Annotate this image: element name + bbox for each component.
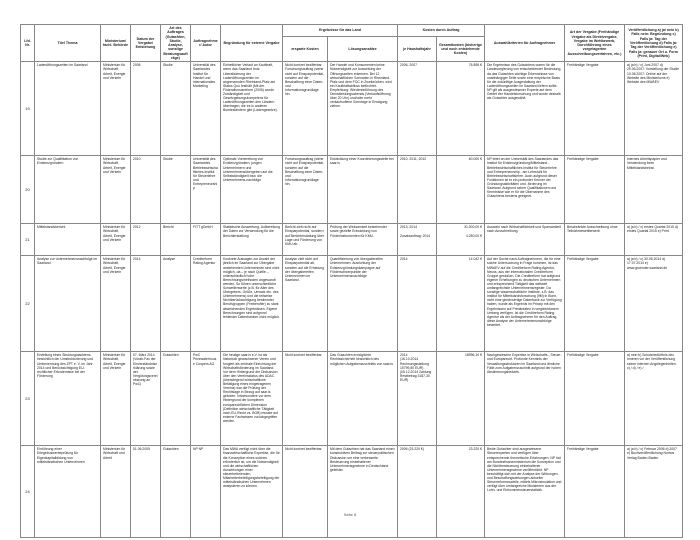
cell-gesamt: 76.898 € [437, 62, 485, 156]
header-datum: Datum der Vergabe/ Entstehung [131, 25, 161, 62]
cell-begruendung: Statistische Auswertung, Aufbereitung der Daten zur Verwendung für die Berichterstattung [221, 224, 283, 256]
cell-gesamt: 60.000 € [437, 156, 485, 224]
cell-ministerium: Ministerium für Wirtschaft, Arbeit, Energie und Verkehr [101, 156, 131, 224]
cell-datum: 2014 [131, 256, 161, 352]
cell-titel: Erstellung eines Strukturgutachtens hinsichtlich der Umstrukturierung und Umbenennung des ZPT e. V. im Jahr 2014 und Berücksichtigung EU-rechtlicher Erfordernisse bei der Förderung [35, 352, 101, 446]
cell-begruendung: Einheitlicher Verlauf an Kaufkraft, wenn das Saarland trotz Liberalisierung der Ladenöffnungszeiten im angrenzenden Rheinland-Pfalz am Status Quo festhält (Mit der Föderalismusreform (2006) wurde Zuständigkeit und Gesetzgebungskompetenz für Ladenöffnungszeiten den Ländern übertragen, die es in anderen Bundesländern gibt (Ladengesetze). [221, 62, 283, 156]
cell-vergabeart: Beschränkte Ausschreibung ohne Teilnahmewettbewerb [565, 224, 625, 256]
cell-art: Bericht [161, 224, 191, 256]
cell-haushalt: 2014 [398, 256, 437, 352]
cell-ersparte: Nicht konkret bezifferbar [283, 352, 328, 446]
cell-loesung: Quantifizierung von übergabereifen Unternehmen. Ausrichtung der Existenzgründungskampagne auf Förderschwerpunkte der Unternehmensnachfolge [328, 256, 398, 352]
cell-datum: 01.06.2005 [131, 446, 161, 538]
cell-begruendung: Konkrete Aussagen zur Anzahl der jährlich im Saarland zur Übergabe anstehenden Unternehmen sind nicht möglich, da – je nach Quelle – unterschiedlich hohe Berechnungsmethoden angewandt werden. So führen unterschiedliche Schwellenwerte (z.B. für Alter des Übergebers, Größe, Umsatz etc. des Unternehmens) und die teilweise Nichtberücksichtigung bestimmter Berufsgruppen (Freiberufler) zu stark abweichenden Ergebnissen. Eigene Berechnungen sind aufgrund fehlender Datenbanken nicht möglich. [221, 256, 283, 352]
cell-art: Gutachten [161, 446, 191, 538]
cell-ministerium: Ministerium für Wirtschaft und Arbeit [101, 446, 131, 538]
cell-art: Studie [161, 156, 191, 224]
cell-auftragnehmer: PwC Pricewaterhouse Coopers AG [191, 352, 221, 446]
header-nr: Lfd. Nr. [21, 25, 35, 62]
cell-auswahl: Auswahl nach Wirtschaftlichkeit und Sparsamkeit nach Ausschreibung. [485, 224, 565, 256]
cell-ministerium: Ministerium für Wirtschaft, Arbeit, Energie und Verkehr [101, 224, 131, 256]
cell-art: Analyse [161, 256, 191, 352]
cell-nr: 20 [21, 156, 35, 224]
header-veroeffentlichung: Veröffentlichung a) ja/ nein b) Falls nein: Begründung c) Falls ja: Tag der Veröffentlichung d) Falls ja: Tag der Veröffentlichung e) Falls ja: genauer Ort u. Form (Print, Digital/Web) [625, 25, 683, 62]
cell-datum: 2012 [131, 224, 161, 256]
cell-vergabeart: Freihändige Vergabe [565, 62, 625, 156]
table-row [21, 256, 683, 352]
header-ergebnisse: Ergebnisse für das Land [283, 25, 398, 37]
cell-haushalt: 2010, 2011, 2012 [398, 156, 437, 224]
cell-veroeffentlichung: a) ja b) / c) Juni 2007 d) 29.06.2007: Vorstellung der Studie 10.08.2007: Online auf der Website des Ministeriums e) Website des MWAEV [625, 62, 683, 156]
cell-ministerium: Ministerium für Wirtschaft, Arbeit, Energie und Verkehr [101, 256, 131, 352]
cell-gesamt: 14.042 € [437, 256, 485, 352]
cell-haushalt: 2006 (23.220 €) [398, 446, 437, 538]
cell-nr: 19 [21, 62, 35, 156]
cell-veroeffentlichung: a) ja b) / c) Februar 2006 d) 2007 e) Buchveröffentlichung Nomos Verlag Baden-Baden [625, 446, 683, 538]
cell-art: Gutachten [161, 352, 191, 446]
cell-gesamt: 31.000,00 € 4.280,00 € [437, 224, 485, 256]
cell-ersparte: Bericht zielt nicht auf Einsparpotential, sondern auf Berichterstattung über Lage und Förderung von KMU ab. [283, 224, 328, 256]
cell-auftragnehmer: NP NP [191, 446, 221, 538]
header-auftragnehmer: Auftragnehmer/ Autor [191, 25, 221, 62]
header-haushalt: je Haushaltsjahr [398, 36, 437, 62]
cell-auswahl: Nachgewiesene Expertise in Wirtschafts-, Steuer- und Europarecht. Profunde Kenntnis der Verwaltungsstrukturen im Saarland und ähnliche Fälle zum Aufgabenzuschnitt aufgrund der hohen Abstimmungsbedarfs. [485, 352, 565, 446]
cell-titel: Studie zur Qualifikation von Existenzgründern [35, 156, 101, 224]
table-row [21, 62, 683, 156]
cell-loesung: Mit dem Gutachten hat das Saarland einen konstruktiven Beitrag zur steuerpolitischen Diskussion um eine verbesserte Besteuerung einbehaltener Unternehmensgewinne in Deutschland geleistet. [328, 446, 398, 538]
cell-art: Studie [161, 62, 191, 156]
cell-ersparte: Forschungsauftrag (siehe nicht auf Einsparpotential, sondern auf die Beschaffung einer Daten- und Informationsgrundlage hin. [283, 156, 328, 224]
cell-begruendung: Optimale Vorbereitung von Existenzgründern, jungen Unternehmern und Unternehmensübergeben auf die Selbstständigkeit bzw. die Unternehmens-nachfolge [221, 156, 283, 224]
cell-vergabeart: Freihändige Vergabe [565, 256, 625, 352]
cell-datum: 2010 [131, 156, 161, 224]
cell-begruendung: Die heutige saar.is e.V. ist als historisch gewachsener Verein und fungiert als zentrale Einrichtung der Wirtschaftsförderung im Saarland. Vor dem Hintergrund der Diskussion über den Vereinsstatus des ADAC (überwiegend wirtschaftliche Betätigung eines eingetragenen Vereins) war die Prüfung der Rechtslage in Bezug auf saar.is geboten. Insbesondere vor dem Hintergrund der komplexen europarechtlichen Dimension (Definition wirtschaftliche Tätigkeit nach EU-Recht vs. BGB) musste auf externe Fachwissen zurückgegriffen werden. [221, 352, 283, 446]
cell-vergabeart: Freihändige Vergabe [565, 352, 625, 446]
cell-auswahl: Auf der Suche nach Auftragnehmern, die für eine solche Untersuchung in Frage kommen, ist das MWAEV auf die Creditreform Rating Agentur, Neuss, aus der internationalen Creditreform Gruppe gestoßen. Die Creditreform hat aufgrund eigener Erhebungen zu deutschen Unternehmen und entsprechend Tätigkeit das weltweit umfangreichste Unternehmensregister. Da sonstige wissenschaftliche Institute, z.B. das Institut für Mittelstandsforschung (IfM) in Bonn, nicht eine gleichwertige Datenbank zur Verfügung haben, wurde als Ergebnis im Prinzip mit den Ergebnissen auf Primärdaten in vergleichbarem Umfang verfügen, ist die Creditreform Rating Agentur als der Auftragnehmer für den Auftrag diese Analyse der Unternehmensnachfolge bewertet. [485, 256, 565, 352]
header-vergabeart: Art der Vergabe (Freihändige Vergabe als Direktvergabe, Vergabe im Wettbewerb, Durchführung eines vorgelagerten Ausschreibungsverfahren, etc.) [565, 25, 625, 62]
cell-ministerium: Ministerium für Wirtschaft, Arbeit, Energie und Verkehr [101, 352, 131, 446]
cell-vergabeart: Freihändige Vergabe [565, 156, 625, 224]
header-auswahl: Auswahlkriterien für Auftragnehmer [485, 25, 565, 62]
cell-nr: 22 [21, 256, 35, 352]
table-row [21, 224, 683, 256]
cell-loesung: Das Gutachten ermöglichte Rechtssicherheit hinsichtlich des möglichen Aufgabenzuschnitts von saar.is [328, 352, 398, 446]
table-row [21, 352, 683, 446]
cell-nr: 23 [21, 352, 35, 446]
cell-titel: Mittelstandsbericht [35, 224, 101, 256]
cell-auswahl: Die Ergebnisse des Gutachtens waren für die Landesregierung von entscheidender Bedeutung, da das Gutachten wichtige Erkenntnisse von unabhängiger Seite sowie eine empirische Basis für die zukünftige Ausgestaltung der Ladenöffnungszeiten im Saarland liefern sollte. NP gilt als ausgewiesener Experte auf dem Gebiet der Handelsforschung und wurde deshalb als Gutachter ausgewählt. [485, 62, 565, 156]
contract-table [20, 24, 683, 538]
cell-haushalt: 2006, 2007 [398, 62, 437, 156]
page-footer: Seite 8 [343, 512, 357, 517]
cell-titel: Einführung einer Erlegebuswerbeprüfung für Eigenkapitalbildung von mittelständischen Unternehmen [35, 446, 101, 538]
cell-auftragnehmer: Universität des Saarlandes Betriebswirtschaftliches Institut für Steuerlehre und Entrepreneurship [191, 156, 221, 224]
cell-haushalt: 2014 (16.10.2014 Rechnungsstellung 15799,80 EUR) (05.12.2014 Zahlung Restbetrag 3187,30 EUR) [398, 352, 437, 446]
cell-ministerium: Ministerium für Wirtschaft, Arbeit, Energie und Verkehr [101, 62, 131, 156]
cell-loesung: Entwicklung einer Koordinierungsstelle bei saar.is [328, 156, 398, 224]
cell-veroeffentlichung: a) ja b) / c) 30.05.2014 d) 17.07.2014 e) www.gruender.saarland.de [625, 256, 683, 352]
table-body [21, 62, 683, 538]
cell-gesamt: 18996,10 € [437, 352, 485, 446]
cell-loesung: Prüfung der Wirksamkeit bestehender sowie gezielte Entwicklung von Förderinstrumenten für KMU. [328, 224, 398, 256]
cell-datum: 2006 [131, 62, 161, 156]
cell-nr: 24 [21, 446, 35, 538]
header-kosten: Kosten durch Auftrag [398, 25, 485, 37]
cell-haushalt: 2013, 2014 Zusatzauftrag: 2014 [398, 224, 437, 256]
header-titel: Titel Thema [35, 25, 101, 62]
table-row [21, 446, 683, 538]
cell-veroeffentlichung: a) ja b) / c) erstes Quartal 2015 d) erstes Quartal 2015 e) Print [625, 224, 683, 256]
cell-loesung: Der Handel und Konsumenten keine Notwendigkeit zur Ausweitung der Öffnungszeiten erkennen. Bei 12 wirtschaftlichen Szenarien in Rheinland-Pfalz und dem FOC in Zweibrücken: wird ein Kaufkraftabfluss befürchtet. Empfehlung: Wiedereinführung des Dienstleistungsabends (Verkaufsöffnung über 20 Uhr) und/oder mehr verkaufsoffene Sonntage in Erwägung ziehen. [328, 62, 398, 156]
cell-auswahl: Beide Gutachter sind ausgewiesene Steuerexperten und verfügen über entsprechende theoretische Erfahrungen. NP hat am Bundesfinanzministerium die Konzeption und die Nichtbesteuerung einbehaltener Unternehmensgewinne veröffentlicht. NP beschäftigt sich mit der Analyse der Wirkungen, und Beschaffungswirkungen aktueller Steuerreformmodelle, mittels Mikrosimulation und verfügt über umfangreiche Ministerien aus der Lohn- und Einkommensteuerstatistik. [485, 446, 565, 538]
cell-ersparte: Nicht konkret bezifferbar [283, 446, 328, 538]
header-art: Art des Auftrages (Gutachten, Studie, Analyse, sonstige Beratungsaufträge) [161, 25, 191, 62]
cell-datum: 07. März 2014 (Vorab-Fax der Einverständniserklärung sowie der Vergütungsvereinbarung an PwC) [131, 352, 161, 446]
cell-veroeffentlichung: Internes Arbeitspapier und Verwendung beim Mittelstandsbeirat. [625, 156, 683, 224]
cell-gesamt: 23.220 € [437, 446, 485, 538]
cell-auftragnehmer: Universität des Saarlandes Institut für Handel und internationales Marketing [191, 62, 221, 156]
cell-vergabeart: Freihändige Vergabe [565, 446, 625, 538]
header-ersparte: ersparte Kosten [283, 36, 328, 62]
cell-ersparte: Analyse zielt nicht auf Einsparpotential ab, sondern auf die Erhebung der übergabereifen Unternehmen im Saarland. [283, 256, 328, 352]
cell-auswahl: NP leitet an der Universität des Saarlandes das Institut für Existenzgründung/Mittelstand - Betriebswirtschaftliches Institut für Steuerlehre und Entrepreneurship - am Lehrstuhl für Betriebswirtschaftslehre. Auch aufgrund dieser Funktionen ist er ein profunder Kenner der Gründungsaktivitäten und -förderung im Saarland. Aufgrund seiner Qualifikationen und Kenntnisse war er für die Übernahme des Gutachtens bestens geeignet. [485, 156, 565, 224]
header-begruendung: Begründung für externe Vergabe [221, 25, 283, 62]
header-row-1 [21, 25, 683, 37]
header-loesung: Lösungsansätze [328, 36, 398, 62]
header-ministerium: Ministerium/ fachl. Behörde [101, 25, 131, 62]
cell-veroeffentlichung: a) nein b) Schutzbedürftnis des Inneren vor der Veröffentlichung seiner internen Angelegenheiten. c) / d) / e) / [625, 352, 683, 446]
cell-nr: 21 [21, 224, 35, 256]
cell-titel: Ladenöffnungszeiten im Saarland [35, 62, 101, 156]
table-row [21, 156, 683, 224]
cell-begruendung: Das MWA verfügt nicht über die finanzwirtschaftliche Expertise, die für die Konzeption eines solchen erforderlich ist, um die Notwendigkeit und die wirtschaftlichen Auswirkungen einer steuerbefreienden Mitarbeiterbeteiligungsbeteiligung der mittelständischen Unternehmen analysieren zu können. [221, 446, 283, 538]
cell-titel: Analyse zur Unternehmensnachfolge im Saarland [35, 256, 101, 352]
cell-auftragnehmer: FITT gGmbH [191, 224, 221, 256]
cell-auftragnehmer: Creditreform Rating Agentur [191, 256, 221, 352]
header-gesamt: Gesamtkosten (bisherige und noch entstehende Kosten) [437, 36, 485, 62]
cell-ersparte: Nicht konkret bezifferbar. Forschungsauftrag (siehe nicht auf Einsparpotential, sondern auf die Beschaffung einer Daten- und Informationsgrundlage hin. [283, 62, 328, 156]
